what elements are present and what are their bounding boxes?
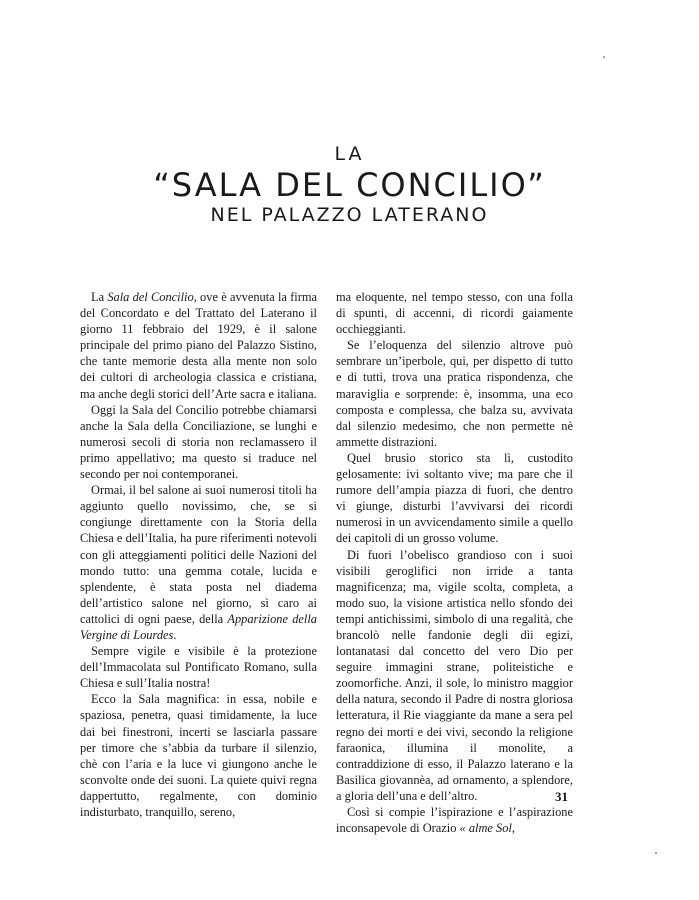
right-column	[336, 289, 573, 836]
page-title: “SALA DEL CONCILIO”	[153, 166, 546, 204]
scan-speck	[603, 56, 605, 58]
italic-quote: « alme Sol,	[459, 821, 515, 836]
paragraph: ma eloquente, nel tempo stesso, con una folla di spunti, di accenni, di ricordi gaiamente occhieggianti.	[336, 290, 573, 337]
paragraph	[336, 804, 573, 836]
paragraph: Oggi la Sala del Concilio potrebbe chiamarsi anche la Sala della Conciliazione, se lunghi e numerosi secoli di storia non reclamassero il primo appellativo; ma questo si traduce nel secondo per noi contemporanei.	[80, 402, 317, 482]
page-number: 31	[555, 789, 568, 804]
paragraph	[80, 289, 317, 402]
paragraph	[80, 482, 317, 643]
italic-title: Apparizione della Vergine di Lourdes	[80, 611, 317, 642]
paragraph-text: La	[91, 290, 108, 304]
paragraph-text: Così si compie l’ispirazione e l’aspirazione inconsapevole di Orazio	[336, 805, 573, 836]
paragraph-text: , ove è avvenuta la firma del Concordato e del Trattato del Laterano il giorno 11 febbraio del 1929, è il salone principale del primo piano del Palazzo Sistino, che tante memorie desta alla mente non solo dei cultori di archeologia classica e cristiana, ma anche degli storici dell’Arte sacra e italiana.	[80, 290, 317, 401]
paragraph: Sempre vigile e visibile è la protezione dell’Immacolata sul Pontificato Romano, sulla Chiesa e sull’Italia nostra!	[80, 644, 317, 691]
paragraph: Se l’eloquenza del silenzio altrove può sembrare un’iperbole, qui, per dispetto di tutto e di tutti, trova una pratica rispondenza, che maraviglia e sorprende: è, insomma, una eco composta e complessa, che balza su, avvivata dal silenzio medesimo, che non permette nè ammette distrazioni.	[336, 338, 573, 449]
paragraph-text: .	[173, 627, 177, 642]
scan-speck	[655, 852, 657, 854]
title-line-la: LA	[334, 143, 365, 165]
paragraph-text: Ormai, il bel salone ai suoi numerosi titoli ha aggiunto quello novissimo, che, se si congiunge direttamente con la Storia della Chiesa e dell’Italia, ha pure riferimenti notevoli con gli atteggiamenti politici delle Nazioni del mondo tutto: una gemma cotale, lucida e splendente, è stata posta nel diadema dell’artistico salone nel giorno, sì caro ai cattolici di ogni paese, della	[80, 483, 317, 626]
left-column	[80, 289, 317, 820]
paragraph: Quel brusìo storico sta lì, custodito gelosamente: ivi soltanto vive; ma pare che il rumore dell’ampia piazza di fuori, che dentro vi giunge, disturbi l’avvivarsi dei ricordi numerosi in un avvicendamento simile a quello dei capitoli di un grosso volume.	[336, 450, 573, 546]
italic-title: Sala del Concilio	[107, 290, 194, 304]
paragraph: Di fuori l’obelisco grandioso con i suoi visibili geroglifici non irride a tanta magnificenza; ma, vigile scolta, completa, a modo suo, la visione artistica nello sfondo dei tempi antichissimi, simbolo di una regalità, che brancolò nelle fandonie degli dìi egizi, lontanatasi dal concetto del vero Dio per seguire immagini strane, politeistiche e zoomorfiche. Anzi, il sole, lo ministro maggior della natura, secondo il Padre di nostra gloriosa letteratura, il Rie viaggiante da mane a sera pel regno dei morti e dei vivi, secondo la religione faraonica, illumina il monolite, a contraddizione di esso, il Palazzo lateranο e la Basilica giovannèa, ad ornamento, a splendore, a gloria dell’una e dell’altro.	[336, 547, 573, 803]
subtitle: NEL PALAZZO LATERANO	[210, 204, 489, 226]
paragraph: Ecco la Sala magnifica: in essa, nobile e spaziosa, penetra, quasi timidamente, la luce dai bei finestroni, incerti se lasciarla passare per timore che s’abbia da turbare il silenzio, chè con l’aria e la luce vi giungono anche le sconvolte onde dei suoni. La quiete quivi regna dappertutto, regalmente, con dominio indisturbato, tranquillo, sereno,	[80, 692, 317, 819]
